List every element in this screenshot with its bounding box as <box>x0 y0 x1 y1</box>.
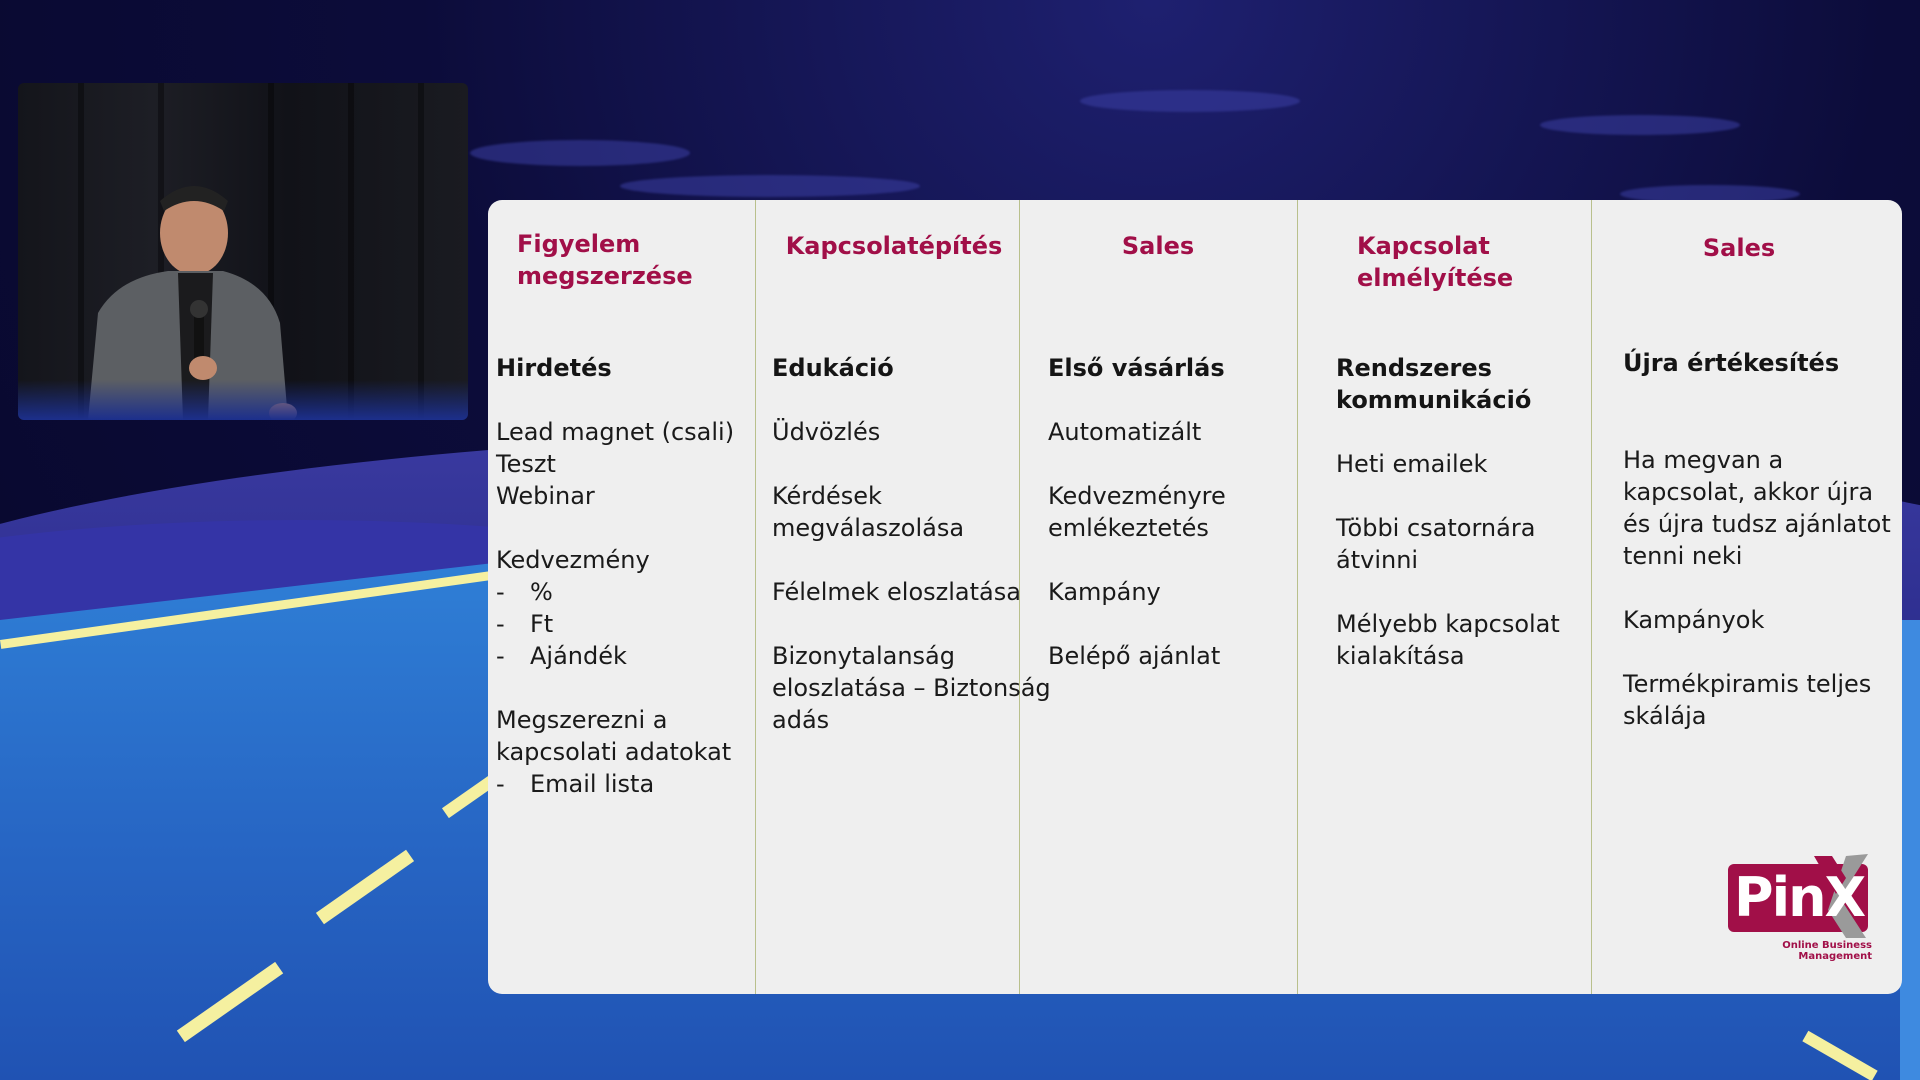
body-line: Lead magnet (csali) <box>496 418 735 446</box>
body-line: eloszlatása – Biztonság <box>772 674 1051 702</box>
body-line: Bizonytalanság <box>772 642 955 670</box>
column-body <box>1048 416 1226 672</box>
body-line: és újra tudsz ajánlatot <box>1623 510 1891 538</box>
column-heading: Sales <box>1121 232 1195 260</box>
line-gap <box>1048 544 1226 576</box>
line-gap <box>772 608 1051 640</box>
column-body <box>1623 444 1891 732</box>
body-line: Megszerezni a <box>496 706 668 734</box>
line-gap <box>1336 480 1560 512</box>
presenter-video <box>18 83 468 420</box>
column-body <box>1336 448 1560 672</box>
column-sales <box>1019 200 1297 994</box>
body-line: kialakítása <box>1336 642 1465 670</box>
line-gap <box>1048 448 1226 480</box>
body-line: kapcsolati adatokat <box>496 738 732 766</box>
body-line: Üdvözlés <box>772 418 881 446</box>
column-subheading: Hirdetés <box>496 354 612 382</box>
column-heading: Figyelem megszerzése <box>517 230 693 290</box>
body-line: - % <box>496 578 553 606</box>
line-gap <box>496 512 734 544</box>
body-line: Termékpiramis teljes <box>1623 670 1872 698</box>
column-relationship <box>755 200 1051 994</box>
cloud-shape <box>1080 90 1300 112</box>
column-body <box>772 416 1051 736</box>
column-resales <box>1591 200 1902 994</box>
cloud-shape <box>1540 115 1740 135</box>
road-edge <box>1900 620 1920 1080</box>
line-gap <box>772 544 1051 576</box>
body-line: Többi csatornára <box>1336 514 1536 542</box>
body-line: kapcsolat, akkor újra <box>1623 478 1874 506</box>
column-subheading: Edukáció <box>772 354 894 382</box>
body-line: Kedvezményre <box>1048 482 1226 510</box>
body-line: adás <box>772 706 830 734</box>
body-line: Automatizált <box>1048 418 1202 446</box>
column-attention <box>488 200 755 994</box>
line-gap <box>772 448 1051 480</box>
line-gap <box>1623 636 1891 668</box>
body-line: Heti emailek <box>1336 450 1488 478</box>
column-subheading: Első vásárlás <box>1048 354 1225 382</box>
logo-tagline: Online Business Management <box>1782 940 1872 962</box>
line-gap <box>496 672 734 704</box>
body-line: Kérdések <box>772 482 882 510</box>
body-line: - Ajándék <box>496 642 627 670</box>
body-line: átvinni <box>1336 546 1419 574</box>
column-heading: Sales <box>1702 234 1776 262</box>
cloud-shape <box>620 175 920 197</box>
body-line: Webinar <box>496 482 595 510</box>
body-line: Félelmek eloszlatása <box>772 578 1021 606</box>
body-line: Ha megvan a <box>1623 446 1784 474</box>
column-deepen <box>1297 200 1591 994</box>
column-heading: Kapcsolat elmélyítése <box>1357 232 1514 292</box>
body-line: megválaszolása <box>772 514 965 542</box>
column-subheading: Újra értékesítés <box>1623 349 1840 377</box>
line-gap <box>1048 608 1226 640</box>
column-heading: Kapcsolatépítés <box>785 232 1003 260</box>
cloud-shape <box>470 140 690 166</box>
body-line: Mélyebb kapcsolat <box>1336 610 1560 638</box>
pinx-logo <box>1728 854 1872 962</box>
body-line: tenni neki <box>1623 542 1743 570</box>
column-subheading: Rendszeres kommunikáció <box>1336 354 1532 414</box>
column-body <box>496 416 734 800</box>
body-line: - Email lista <box>496 770 655 798</box>
body-line: Belépő ajánlat <box>1048 642 1221 670</box>
body-line: - Ft <box>496 610 554 638</box>
body-line: Kampány <box>1048 578 1161 606</box>
body-line: emlékeztetés <box>1048 514 1209 542</box>
body-line: Kedvezmény <box>496 546 650 574</box>
line-gap <box>1336 576 1560 608</box>
body-line: Teszt <box>496 450 556 478</box>
logo-text: PinX <box>1734 866 1865 929</box>
body-line: Kampányok <box>1623 606 1765 634</box>
slide-panel <box>488 200 1902 994</box>
line-gap <box>1623 572 1891 604</box>
presenter-figure <box>18 83 468 420</box>
body-line: skálája <box>1623 702 1707 730</box>
